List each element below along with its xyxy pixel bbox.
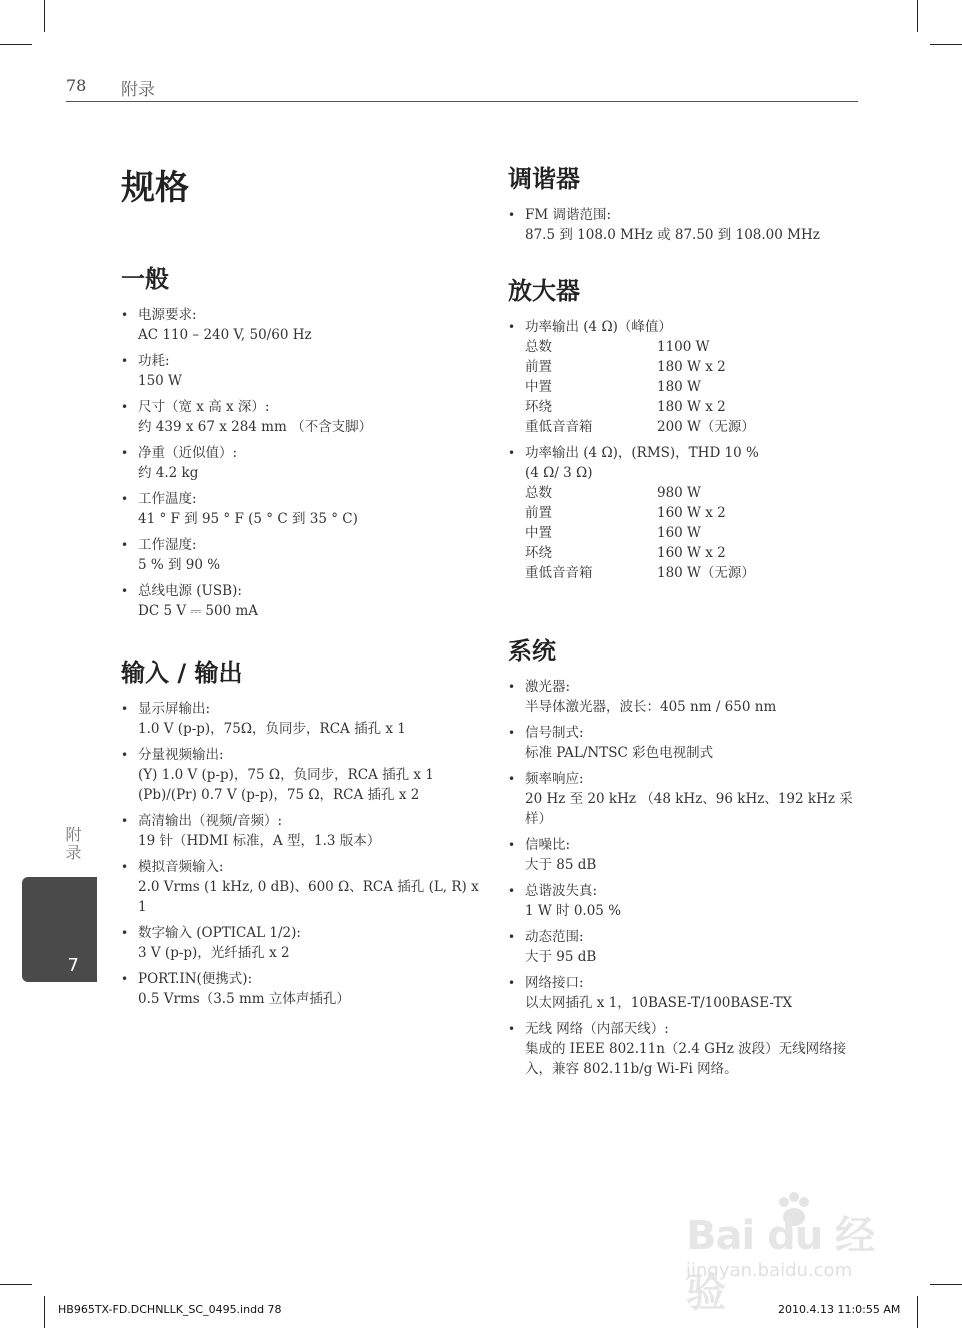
list-item: • 显示屏输出: 1.0 V (p-p)，75Ω，负同步，RCA 插孔 x 1 — [121, 699, 481, 739]
general-spec-list — [121, 305, 481, 621]
table-row: 中置 180 W — [525, 379, 701, 395]
crop-mark — [917, 1296, 918, 1328]
header-section: 附录 — [121, 80, 155, 100]
watermark-url: jingyan.baidu.com — [686, 1260, 853, 1281]
page-number: 78 — [66, 76, 87, 95]
list-item: • 尺寸（宽 x 高 x 深）: 约 439 x 67 x 284 mm （不含支脚） — [121, 397, 481, 437]
table-row: 环绕 180 W x 2 — [525, 399, 726, 415]
table-row: 环绕 160 W x 2 — [525, 545, 726, 561]
list-item: • 总谐波失真: 1 W 时 0.05 % — [508, 881, 868, 921]
list-item: • 工作温度: 41 ° F 到 95 ° F (5 ° C 到 35 ° C) — [121, 489, 481, 529]
section-title-io: 输入 / 输出 — [121, 659, 243, 687]
io-spec-list — [121, 699, 481, 1009]
crop-mark — [44, 0, 45, 32]
amplifier-spec-list — [508, 317, 868, 583]
chapter-number: 7 — [67, 955, 79, 976]
table-row: 前置 180 W x 2 — [525, 359, 726, 375]
list-item: • 功耗: 150 W — [121, 351, 481, 391]
list-item: • 总线电源 (USB): DC 5 V ⎓ 500 mA — [121, 581, 481, 621]
page-header — [66, 76, 858, 102]
list-item: • 高清输出（视频/音频）: 19 针（HDMI 标准，A 型，1.3 版本） — [121, 811, 481, 851]
list-item: • FM 调谐范围: 87.5 到 108.0 MHz 或 87.50 到 108.00 MHz — [508, 205, 868, 245]
list-item: • 频率响应: 20 Hz 至 20 kHz （48 kHz、96 kHz、192 kHz 采样） — [508, 769, 868, 829]
side-section-label: 附录 — [63, 826, 82, 862]
section-title-general: 一般 — [121, 265, 169, 293]
page-title: 规格 — [121, 168, 189, 208]
left-column — [121, 263, 481, 1015]
list-item: • 无线 网络（内部天线）: 集成的 IEEE 802.11n（2.4 GHz 波段）无线网络接入，兼容 802.11b/g Wi-Fi 网络。 — [508, 1019, 868, 1079]
table-row: 重低音音箱 200 W（无源） — [525, 419, 755, 435]
watermark-brand: Bai du 经验 — [686, 1213, 875, 1316]
list-item: • 净重（近似值）: 约 4.2 kg — [121, 443, 481, 483]
list-item: • PORT.IN(便携式): 0.5 Vrms（3.5 mm 立体声插孔） — [121, 969, 481, 1009]
list-item: • 信噪比: 大于 85 dB — [508, 835, 868, 875]
list-item: • 功率输出 (4 Ω)（峰值） 总数 1100 W 前置 180 W x 2 中置 180 W 环绕 180 W x 2 重低音音箱 200 W（无源） — [508, 317, 868, 437]
footer-timestamp: 2010.4.13 11:0:55 AM — [778, 1303, 901, 1316]
section-title-system: 系统 — [508, 637, 556, 665]
list-item: • 功率输出 (4 Ω)，(RMS)，THD 10 % (4 Ω/ 3 Ω) 总数 980 W 前置 160 W x 2 中置 160 W 环绕 160 W x 2 重低音音箱 180 W（无源） — [508, 443, 868, 583]
power-table-peak — [525, 337, 755, 437]
crop-mark — [44, 1296, 45, 1328]
chapter-tab — [22, 877, 97, 982]
power-table-rms — [525, 483, 755, 583]
crop-mark — [0, 1284, 32, 1285]
list-item: • 动态范围: 大于 95 dB — [508, 927, 868, 967]
crop-mark — [930, 44, 962, 45]
table-row: 总数 980 W — [525, 485, 701, 501]
list-item: • 工作湿度: 5 % 到 90 % — [121, 535, 481, 575]
table-row: 前置 160 W x 2 — [525, 505, 726, 521]
list-item: • 信号制式: 标准 PAL/NTSC 彩色电视制式 — [508, 723, 868, 763]
crop-mark — [930, 1284, 962, 1285]
list-item: • 激光器: 半导体激光器，波长：405 nm / 650 nm — [508, 677, 868, 717]
crop-mark — [0, 44, 32, 45]
list-item: • 电源要求: AC 110 – 240 V, 50/60 Hz — [121, 305, 481, 345]
right-column — [508, 163, 868, 1085]
system-spec-list — [508, 677, 868, 1079]
list-item: • 分量视频输出: (Y) 1.0 V (p-p)，75 Ω，负同步，RCA 插孔 x 1 (Pb)/(Pr) 0.7 V (p-p)，75 Ω，RCA 插孔 x 2 — [121, 745, 481, 805]
table-row: 中置 160 W — [525, 525, 701, 541]
table-row: 总数 1100 W — [525, 339, 710, 355]
list-item: • 网络接口: 以太网插孔 x 1，10BASE-T/100BASE-TX — [508, 973, 868, 1013]
tuner-spec-list — [508, 205, 868, 245]
list-item: • 模拟音频输入: 2.0 Vrms (1 kHz, 0 dB)、600 Ω、RCA 插孔 (L, R) x 1 — [121, 857, 481, 917]
footer-file: HB965TX-FD.DCHNLLK_SC_0495.indd 78 — [58, 1303, 282, 1316]
section-title-amplifier: 放大器 — [508, 277, 580, 305]
section-title-tuner: 调谐器 — [508, 165, 580, 193]
list-item: • 数字输入 (OPTICAL 1/2): 3 V (p-p)，光纤插孔 x 2 — [121, 923, 481, 963]
table-row: 重低音音箱 180 W（无源） — [525, 565, 755, 581]
crop-mark — [917, 0, 918, 32]
